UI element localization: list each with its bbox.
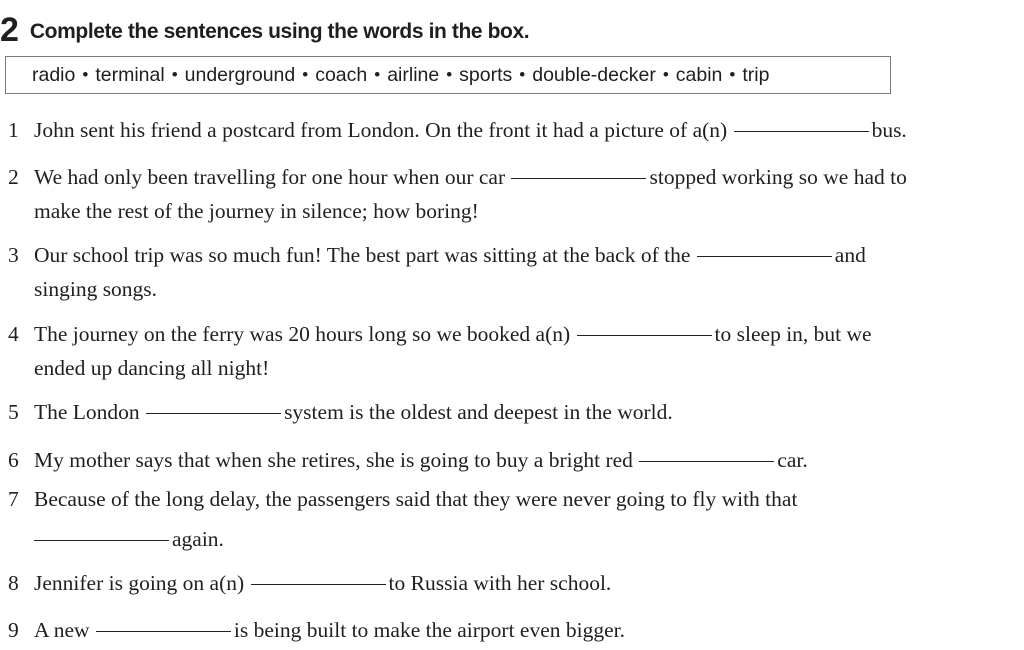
word-box-word: sports (459, 63, 513, 86)
item-text-before: We had only been travelling for one hour when our car (34, 165, 506, 189)
item-text-before: Our school trip was so much fun! The best part was sitting at the back of the (34, 243, 691, 267)
item-number: 5 (8, 400, 19, 424)
word-box-word: terminal (95, 63, 165, 86)
item-text-after: system is the oldest and deepest in the world. (284, 400, 673, 424)
item-text-after: is being built to make the airport even bigger. (233, 618, 626, 642)
item-number: 8 (8, 571, 19, 595)
item-text-before: Because of the long delay, the passengers said that they were never going to fly with that (34, 487, 798, 511)
sentence-item (0, 566, 611, 600)
answer-blank[interactable] (96, 630, 231, 632)
item-text-after: again. (172, 527, 224, 551)
word-box-word: coach (315, 63, 368, 86)
word-separator: • (82, 65, 89, 84)
item-text-after: bus. (871, 118, 907, 142)
answer-blank[interactable] (146, 412, 281, 414)
item-continuation: make the rest of the journey in silence; how boring! (34, 199, 479, 223)
word-box-word: radio (32, 63, 76, 86)
answer-blank[interactable] (511, 177, 646, 179)
answer-blank[interactable] (251, 583, 386, 585)
item-number: 3 (8, 243, 19, 267)
sentence-item (0, 443, 808, 477)
answer-blank[interactable] (734, 130, 869, 132)
item-number: 4 (8, 322, 19, 346)
item-number: 1 (8, 118, 19, 142)
item-text-after: to sleep in, but we (714, 322, 872, 346)
word-box (5, 56, 891, 94)
item-number: 2 (8, 165, 19, 189)
item-text-before: The journey on the ferry was 20 hours long so we booked a(n) (34, 322, 571, 346)
word-separator: • (171, 65, 178, 84)
exercise-number: 2 (0, 11, 18, 49)
word-separator: • (729, 65, 736, 84)
sentence-item (0, 482, 797, 516)
item-text-before: Jennifer is going on a(n) (34, 571, 245, 595)
item-text-before: John sent his friend a postcard from London. On the front it had a picture of a(n) (34, 118, 728, 142)
item-text-before: My mother says that when she retires, she is going to buy a bright red (34, 448, 633, 472)
sentence-item (0, 238, 866, 272)
sentence-item (0, 613, 625, 647)
word-separator: • (519, 65, 526, 84)
answer-blank[interactable] (577, 334, 712, 336)
answer-blank[interactable] (639, 460, 774, 462)
word-box-word: airline (387, 63, 440, 86)
word-box-word: underground (184, 63, 296, 86)
item-number: 6 (8, 448, 19, 472)
word-separator: • (302, 65, 309, 84)
exercise-instruction: Complete the sentences using the words in the box. (29, 20, 530, 43)
item-text-before: A new (34, 618, 90, 642)
item-text-after: to Russia with her school. (388, 571, 612, 595)
item-continuation (34, 522, 224, 556)
sentence-item (0, 317, 872, 351)
item-number: 7 (8, 487, 19, 511)
exercise-header (0, 10, 529, 50)
answer-blank[interactable] (34, 539, 169, 541)
sentence-item (0, 160, 907, 194)
item-continuation: singing songs. (34, 277, 158, 301)
word-separator: • (662, 65, 669, 84)
item-continuation: ended up dancing all night! (34, 356, 270, 380)
answer-blank[interactable] (697, 255, 832, 257)
item-text-before: The London (34, 400, 140, 424)
word-separator: • (446, 65, 453, 84)
item-text-after: and (834, 243, 866, 267)
item-text-after: stopped working so we had to (649, 165, 907, 189)
word-box-word: trip (742, 63, 770, 86)
word-separator: • (374, 65, 381, 84)
sentence-item (0, 395, 673, 429)
word-box-word: double-decker (532, 63, 656, 86)
word-box-word: cabin (675, 63, 723, 86)
sentence-item (0, 113, 907, 147)
item-text-after: car. (777, 448, 808, 472)
item-number: 9 (8, 618, 19, 642)
